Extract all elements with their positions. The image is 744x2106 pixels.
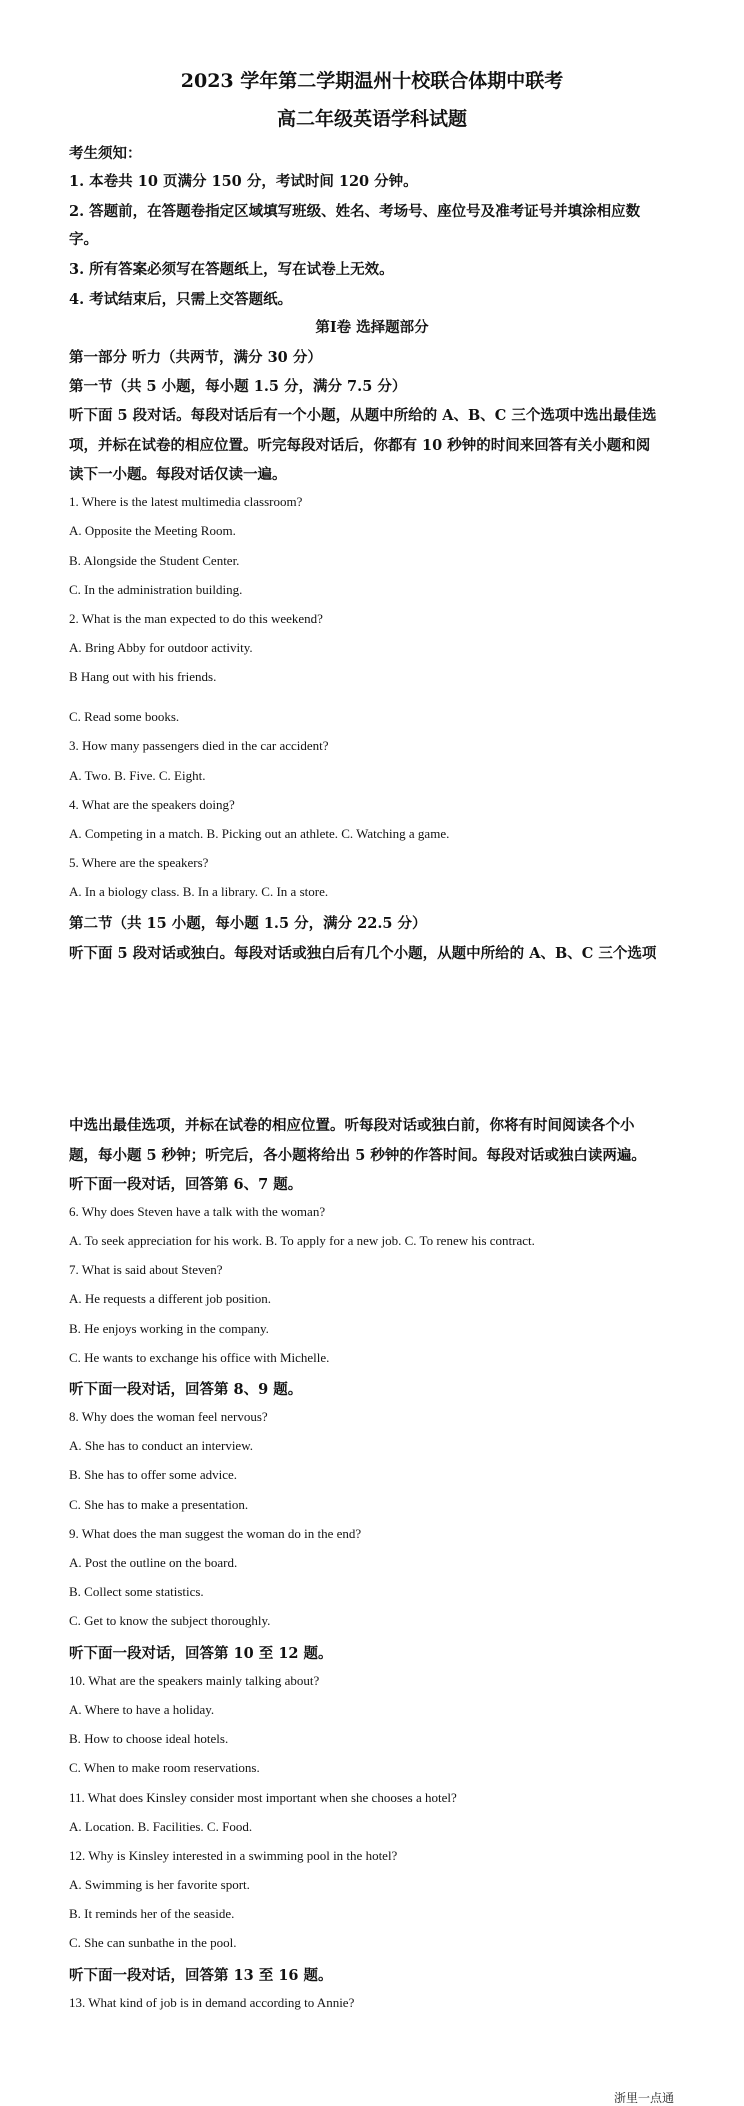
notice-item: 4. 考试结束后，只需上交答题纸。: [69, 291, 293, 308]
exam-subtitle: 高二年级英语学科试题: [276, 108, 467, 130]
question-line: 9. What does the man suggest the woman do in the end?: [69, 1526, 362, 1541]
question-line: C. Read some books.: [69, 709, 180, 724]
question-line: 4. What are the speakers doing?: [69, 797, 235, 812]
exam-title: 2023 学年第二学期温州十校联合体期中联考: [180, 70, 564, 92]
volume-title: 第Ⅰ卷 选择题部分: [315, 319, 429, 336]
question-line: C. She can sunbathe in the pool.: [69, 1935, 237, 1950]
question-line: 6. Why does Steven have a talk with the woman?: [69, 1204, 326, 1219]
question-line: A. She has to conduct an interview.: [69, 1438, 253, 1453]
part1-heading: 第一部分 听力（共两节，满分 30 分）: [69, 349, 322, 366]
question-line: B. It reminds her of the seaside.: [69, 1906, 235, 1921]
question-line: C. Get to know the subject thoroughly.: [69, 1613, 271, 1628]
group-heading: 听下面一段对话，回答第 10 至 12 题。: [69, 1645, 333, 1662]
question-line: A. Opposite the Meeting Room.: [69, 523, 236, 538]
question-line: 2. What is the man expected to do this weekend?: [69, 611, 323, 626]
notice-heading: 考生须知：: [69, 145, 142, 162]
group-heading: 听下面一段对话，回答第 8、9 题。: [69, 1381, 303, 1398]
question-line: B. How to choose ideal hotels.: [69, 1731, 229, 1746]
question-line: B. He enjoys working in the company.: [69, 1321, 269, 1336]
question-line: 12. Why is Kinsley interested in a swimming pool in the hotel?: [69, 1848, 398, 1863]
question-line: A. Competing in a match. B. Picking out an athlete. C. Watching a game.: [69, 826, 450, 841]
question-line: 11. What does Kinsley consider most important when she chooses a hotel?: [69, 1790, 457, 1805]
question-line: A. Swimming is her favorite sport.: [69, 1877, 250, 1892]
section1-instruction: 项，并标在试卷的相应位置。听完每段对话后，你都有 10 秒钟的时间来回答有关小题和阅: [69, 437, 651, 454]
question-line: 3. How many passengers died in the car accident?: [69, 738, 329, 753]
question-line: A. Two. B. Five. C. Eight.: [69, 768, 206, 783]
section1-heading: 第一节（共 5 小题，每小题 1.5 分，满分 7.5 分）: [69, 378, 407, 395]
section2-instruction: 中选出最佳选项，并标在试卷的相应位置。听每段对话或独白前，你将有时间阅读各个小: [69, 1117, 635, 1134]
question-line: C. She has to make a presentation.: [69, 1497, 249, 1512]
notice-item: 3. 所有答案必须写在答题纸上，写在试卷上无效。: [69, 261, 394, 278]
question-line: A. He requests a different job position.: [69, 1291, 271, 1306]
section1-instruction: 听下面 5 段对话。每段对话后有一个小题，从题中所给的 A、B、C 三个选项中选出最佳选: [69, 407, 657, 424]
notice-item: 2. 答题前，在答题卷指定区域填写班级、姓名、考场号、座位号及准考证号并填涂相应数: [69, 203, 641, 220]
question-line: 13. What kind of job is in demand according to Annie?: [69, 1995, 355, 2010]
question-line: B. Collect some statistics.: [69, 1584, 204, 1599]
question-line: A. Location. B. Facilities. C. Food.: [69, 1819, 253, 1834]
group-heading: 听下面一段对话，回答第 13 至 16 题。: [69, 1967, 333, 1984]
group-heading: 听下面一段对话，回答第 6、7 题。: [69, 1176, 303, 1193]
notice-item: 1. 本卷共 10 页满分 150 分，考试时间 120 分钟。: [69, 173, 418, 190]
question-line: 5. Where are the speakers?: [69, 855, 209, 870]
section2-instruction: 听下面 5 段对话或独白。每段对话或独白后有几个小题，从题中所给的 A、B、C 三个选项: [69, 945, 657, 962]
section1-instruction: 读下一小题。每段对话仅读一遍。: [69, 466, 287, 483]
question-line: B. Alongside the Student Center.: [69, 553, 240, 568]
question-line: A. Bring Abby for outdoor activity.: [69, 640, 253, 655]
question-line: B Hang out with his friends.: [69, 669, 217, 684]
question-line: A. To seek appreciation for his work. B. To apply for a new job. C. To renew his contract.: [69, 1233, 535, 1248]
question-line: A. Post the outline on the board.: [69, 1555, 238, 1570]
question-line: C. When to make room reservations.: [69, 1760, 260, 1775]
question-line: 8. Why does the woman feel nervous?: [69, 1409, 268, 1424]
question-line: 1. Where is the latest multimedia classroom?: [69, 494, 303, 509]
question-line: A. In a biology class. B. In a library. C. In a store.: [69, 884, 329, 899]
footer-watermark: 浙里一点通: [614, 2091, 675, 2105]
question-line: C. In the administration building.: [69, 582, 243, 597]
section2-heading: 第二节（共 15 小题，每小题 1.5 分，满分 22.5 分）: [69, 915, 427, 932]
question-line: 10. What are the speakers mainly talking about?: [69, 1673, 320, 1688]
notice-item: 字。: [69, 231, 98, 248]
question-line: B. She has to offer some advice.: [69, 1467, 237, 1482]
question-line: 7. What is said about Steven?: [69, 1262, 223, 1277]
question-line: C. He wants to exchange his office with Michelle.: [69, 1350, 330, 1365]
section2-instruction: 题，每小题 5 秒钟；听完后，各小题将给出 5 秒钟的作答时间。每段对话或独白读两遍。: [69, 1147, 646, 1164]
question-line: A. Where to have a holiday.: [69, 1702, 215, 1717]
